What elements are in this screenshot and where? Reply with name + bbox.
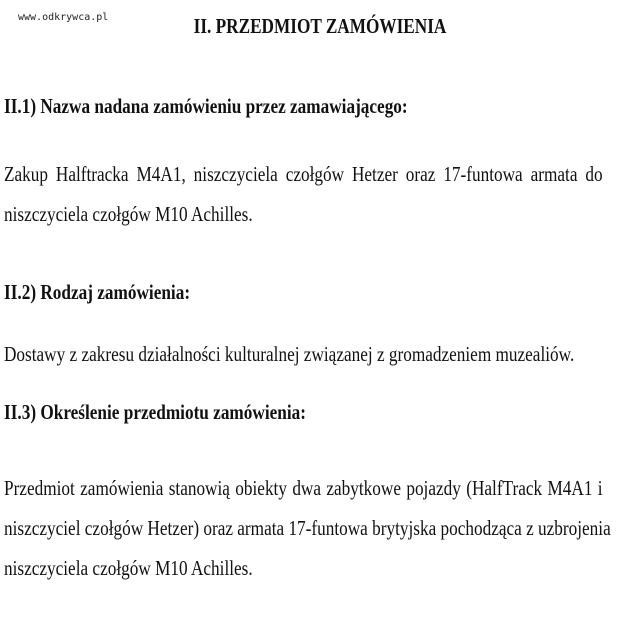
section-heading-3: II.3) Określenie przedmiotu zamówienia: [4, 400, 306, 424]
section-body-3 [4, 468, 611, 588]
page-title: II. PRZEDMIOT ZAMÓWIENIA [193, 14, 447, 38]
paragraph-line: niszczyciela czołgów M10 Achilles. [4, 202, 253, 226]
paragraph-line: Zakup Halftracka M4A1, niszczyciela czołgów Hetzer oraz 17-funtowa armata do [4, 162, 603, 186]
section-heading-2: II.2) Rodzaj zamówienia: [4, 280, 191, 304]
watermark: www.odkrywca.pl [18, 12, 109, 23]
paragraph-line: Przedmiot zamówienia stanowią obiekty dwa zabytkowe pojazdy (HalfTrack M4A1 i [4, 476, 603, 500]
paragraph-line: Dostawy z zakresu działalności kulturalnej związanej z gromadzeniem muzealiów. [4, 342, 575, 366]
paragraph-line: niszczyciela czołgów M10 Achilles. [4, 556, 253, 580]
section-heading-1: II.1) Nazwa nadana zamówieniu przez zamawiającego: [4, 94, 408, 118]
paragraph-line: niszczyciel czołgów Hetzer) oraz armata 17-funtowa brytyjska pochodząca z uzbrojenia [4, 516, 611, 540]
section-body-2 [4, 334, 603, 374]
section-body-1 [4, 154, 603, 234]
